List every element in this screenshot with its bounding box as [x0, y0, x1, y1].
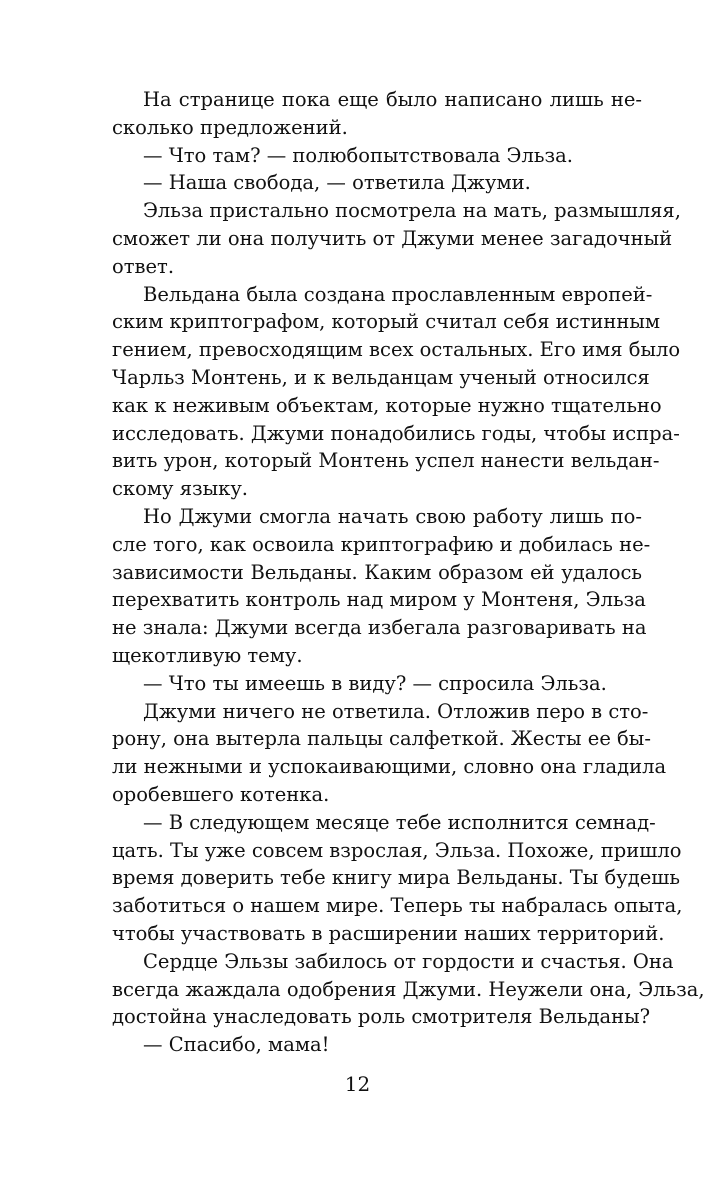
text-line: ским криптографом, который считал себя истинным	[112, 310, 661, 334]
text-line: цать. Ты уже совсем взрослая, Эльза. Похоже, пришло	[112, 838, 682, 862]
text-line: сле того, как освоила криптографию и добилась не-	[112, 532, 651, 556]
text-line: чтобы участвовать в расширении наших территорий.	[112, 921, 665, 945]
text-line: — Что там? — полюбопытствовала Эльза.	[143, 143, 573, 167]
text-line: время доверить тебе книгу мира Вельданы. Ты будешь	[112, 866, 681, 890]
text-line: — Наша свобода, — ответила Джуми.	[143, 171, 531, 195]
text-line: — В следующем месяце тебе исполнится семнад-	[143, 810, 656, 834]
text-line: Но Джуми смогла начать свою работу лишь по-	[143, 504, 642, 528]
text-line: зависимости Вельданы. Каким образом ей удалось	[112, 560, 642, 584]
text-line: сколько предложений.	[112, 115, 348, 139]
text-line: заботиться о нашем мире. Теперь ты набралась опыта,	[112, 894, 683, 918]
text-line: щекотливую тему.	[112, 643, 303, 667]
page-number: 12	[344, 1072, 371, 1096]
text-line: На странице пока еще было написано лишь не-	[143, 88, 642, 111]
text-line: всегда жаждала одобрения Джуми. Неужели она, Эльза,	[112, 977, 705, 1001]
text-line: скому языку.	[112, 477, 249, 501]
body-text	[112, 86, 705, 1059]
text-line: перехватить контроль над миром у Монтеня, Эльза	[112, 588, 646, 612]
text-line: Эльза пристально посмотрела на мать, размышляя,	[143, 199, 681, 223]
text-line: Чарльз Монтень, и к вельданцам ученый относился	[112, 365, 650, 389]
text-line: гением, превосходящим всех остальных. Его имя было	[112, 338, 681, 362]
text-line: Вельдана была создана прославленным европей-	[143, 282, 653, 306]
text-line: достойна унаследовать роль смотрителя Вельданы?	[112, 1005, 651, 1029]
text-line: вить урон, который Монтень успел нанести вельдан-	[112, 449, 660, 473]
text-line: ли нежными и успокаивающими, словно она гладила	[112, 755, 667, 779]
text-line: не знала: Джуми всегда избегала разговаривать на	[112, 616, 647, 640]
text-line: исследовать. Джуми понадобились годы, чтобы испра-	[112, 421, 680, 445]
text-line: — Что ты имеешь в виду? — спросила Эльза.	[143, 671, 607, 695]
text-line: оробевшего котенка.	[112, 782, 330, 806]
text-line: как к неживым объектам, которые нужно тщательно	[112, 393, 662, 417]
text-line: — Спасибо, мама!	[143, 1033, 330, 1057]
text-line: ответ.	[112, 254, 175, 278]
text-line: рону, она вытерла пальцы салфеткой. Жесты ее бы-	[112, 727, 651, 751]
text-line: сможет ли она получить от Джуми менее загадочный	[112, 226, 673, 250]
text-line: Джуми ничего не ответила. Отложив перо в сто-	[143, 699, 649, 723]
text-line: Сердце Эльзы забилось от гордости и счастья. Она	[143, 949, 674, 973]
